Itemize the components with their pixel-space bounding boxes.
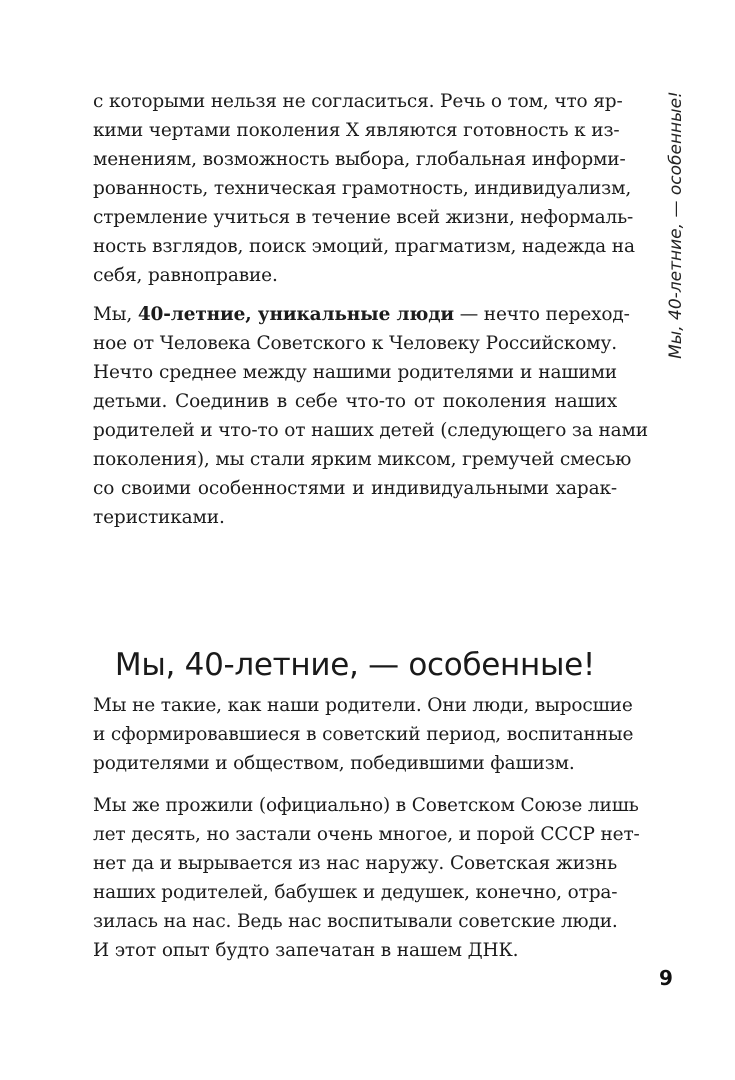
page-number: 9 xyxy=(659,966,673,990)
paragraph-line: Мы же прожили (официально) в Советском Союзе лишь xyxy=(93,795,639,816)
paragraph-4 xyxy=(93,791,640,965)
paragraph-line: со своими особенностями и индивидуальными харак- xyxy=(93,478,617,499)
paragraph-line: родителями и обществом, победившими фашизм. xyxy=(93,753,575,774)
paragraph-line: поколения), мы стали ярким миксом, гремучей смесью xyxy=(93,449,632,470)
paragraph-line: кими чертами поколения Х являются готовность к из- xyxy=(93,120,620,141)
running-head-text: Мы, 40-летние, — особенные! xyxy=(666,91,686,359)
paragraph-line: менениям, возможность выбора, глобальная информи- xyxy=(93,149,626,170)
paragraph-line: ное от Человека Советского к Человеку Российскому. xyxy=(93,333,617,354)
paragraph-1 xyxy=(93,87,635,290)
paragraph-line-with-emphasis xyxy=(93,300,630,329)
paragraph-line: Мы не такие, как наши родители. Они люди, выросшие xyxy=(93,695,633,716)
text-run: Мы, xyxy=(93,304,138,325)
paragraph-2 xyxy=(93,300,648,532)
paragraph-line: зилась на нас. Ведь нас воспитывали советские люди. xyxy=(93,911,618,932)
paragraph-line: лет десять, но застали очень многое, и порой СССР нет- xyxy=(93,824,640,845)
paragraph-3 xyxy=(93,691,634,778)
paragraph-line: наших родителей, бабушек и дедушек, конечно, отра- xyxy=(93,882,618,903)
paragraph-line: и сформировавшиеся в советский период, воспитанные xyxy=(93,724,634,745)
paragraph-line: детьми. Соединив в себе что-то от поколения наших xyxy=(93,391,617,412)
text-run: — нечто переход- xyxy=(453,304,630,325)
paragraph-line: И этот опыт будто запечатан в нашем ДНК. xyxy=(93,940,519,961)
paragraph-line: родителей и что-то от наших детей (следующего за нами xyxy=(93,420,648,441)
bold-emphasis: 40-летние, уникальные люди xyxy=(137,304,454,325)
paragraph-line: стремление учиться в течение всей жизни, неформаль- xyxy=(93,207,634,228)
running-head xyxy=(663,90,689,360)
paragraph-line: ность взглядов, поиск эмоций, прагматизм, надежда на xyxy=(93,236,635,257)
paragraph-line: себя, равноправие. xyxy=(93,265,278,286)
paragraph-line: теристиками. xyxy=(93,507,225,528)
paragraph-line: рованность, техническая грамотность, индивидуализм, xyxy=(93,178,632,199)
paragraph-line: с которыми нельзя не согласиться. Речь о том, что яр- xyxy=(93,91,623,112)
section-heading: Мы, 40-летние, — особенные! xyxy=(114,646,596,683)
paragraph-line: нет да и вырывается из нас наружу. Советская жизнь xyxy=(93,853,617,874)
paragraph-line: Нечто среднее между нашими родителями и нашими xyxy=(93,362,617,383)
